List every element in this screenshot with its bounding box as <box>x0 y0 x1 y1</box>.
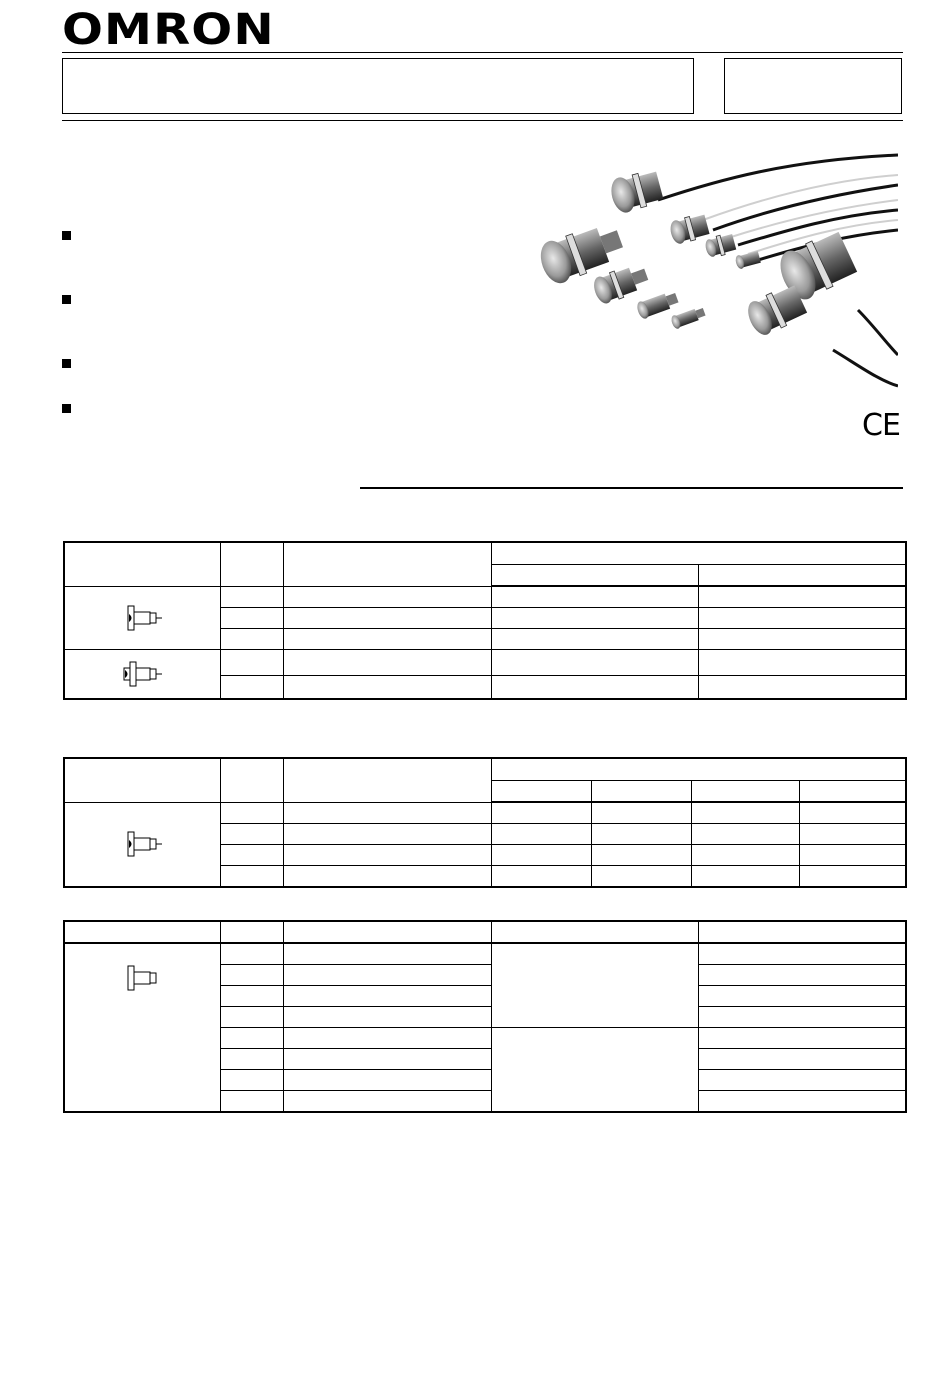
table-row <box>64 943 906 965</box>
table-2 <box>63 757 907 888</box>
table-cell <box>283 1091 491 1113</box>
feature-bullet-4 <box>62 404 71 413</box>
table-2-header-cell <box>220 758 283 802</box>
table-cell <box>698 943 906 965</box>
table-cell <box>491 586 698 608</box>
table-cell <box>283 629 491 650</box>
table-cell <box>698 986 906 1007</box>
table-cell <box>491 845 591 866</box>
table-cell <box>283 1007 491 1028</box>
table-cell <box>591 866 691 888</box>
table-1 <box>63 541 907 700</box>
table-1-header-cell <box>698 565 906 587</box>
table-cell <box>698 1007 906 1028</box>
table-3-header-cell <box>491 921 698 943</box>
table-cell <box>283 866 491 888</box>
table-1-shape-cell <box>64 650 220 700</box>
table-cell <box>698 1070 906 1091</box>
header-rule-bottom <box>62 120 903 121</box>
table-row <box>64 586 906 608</box>
table-cell <box>491 866 591 888</box>
section-rule <box>360 487 903 489</box>
table-cell <box>283 650 491 676</box>
table-2-header-cell <box>283 758 491 802</box>
table-row <box>64 650 906 676</box>
shielded-sensor-icon <box>120 604 164 632</box>
table-cell <box>698 650 906 676</box>
table-cell <box>799 824 906 845</box>
table-3-header-cell <box>220 921 283 943</box>
table-cell <box>698 1049 906 1070</box>
table-cell <box>220 845 283 866</box>
table-cell <box>220 676 283 700</box>
feature-bullet-1 <box>62 231 71 240</box>
feature-bullet-2 <box>62 295 71 304</box>
table-2-header-cell <box>491 781 591 803</box>
table-1-header-cell <box>220 542 283 586</box>
table-cell <box>283 608 491 629</box>
table-3-header-cell <box>64 921 220 943</box>
table-cell <box>283 965 491 986</box>
feature-bullet-3 <box>62 359 71 368</box>
table-cell <box>283 1028 491 1049</box>
table-1-shape-cell <box>64 586 220 650</box>
table-cell <box>698 586 906 608</box>
table-cell <box>799 845 906 866</box>
table-cell <box>691 824 799 845</box>
table-cell <box>491 676 698 700</box>
table-2-header-cell <box>591 781 691 803</box>
table-cell <box>220 608 283 629</box>
product-title-box <box>62 58 694 114</box>
table-cell <box>283 586 491 608</box>
table-2-header-cell <box>799 781 906 803</box>
table-cell <box>491 608 698 629</box>
sensor-connector-icon <box>120 964 164 992</box>
table-1-header-cell <box>64 542 220 586</box>
table-cell <box>283 676 491 700</box>
table-cell <box>220 824 283 845</box>
table-cell <box>491 1028 698 1113</box>
table-cell <box>220 1028 283 1049</box>
table-cell <box>283 802 491 824</box>
table-2-header-cell <box>691 781 799 803</box>
table-2-header-row-1 <box>64 758 906 781</box>
table-1-header-cell <box>491 565 698 587</box>
table-cell <box>220 943 283 965</box>
table-cell <box>591 845 691 866</box>
table-cell <box>799 802 906 824</box>
table-cell <box>698 629 906 650</box>
table-cell <box>691 845 799 866</box>
ce-mark: CE <box>862 408 900 443</box>
table-cell <box>691 866 799 888</box>
table-cell <box>220 965 283 986</box>
table-2-header-cell <box>64 758 220 802</box>
table-cell <box>491 824 591 845</box>
table-3-shape-cell <box>64 943 220 1112</box>
table-3-header-row <box>64 921 906 943</box>
omron-logo: OMRON <box>62 5 275 55</box>
table-cell <box>698 1028 906 1049</box>
table-cell <box>283 1070 491 1091</box>
table-cell <box>283 824 491 845</box>
table-1-header-row-1 <box>64 542 906 565</box>
table-3 <box>63 920 907 1113</box>
table-cell <box>283 1049 491 1070</box>
table-cell <box>691 802 799 824</box>
table-cell <box>799 866 906 888</box>
table-cell <box>698 676 906 700</box>
table-cell <box>491 943 698 1028</box>
shielded-sensor-icon <box>120 830 164 858</box>
table-cell <box>283 845 491 866</box>
table-cell <box>491 802 591 824</box>
sensor-illustration <box>528 150 898 390</box>
table-cell <box>283 943 491 965</box>
table-2-header-cell <box>491 758 906 781</box>
table-cell <box>220 586 283 608</box>
table-cell <box>591 824 691 845</box>
product-photo <box>528 150 898 390</box>
table-1-header-cell <box>283 542 491 586</box>
table-cell <box>220 650 283 676</box>
table-cell <box>283 986 491 1007</box>
table-cell <box>220 1007 283 1028</box>
header-rule-top <box>62 52 903 53</box>
table-cell <box>220 629 283 650</box>
table-3-header-cell <box>698 921 906 943</box>
table-cell <box>698 1091 906 1113</box>
table-cell <box>220 1070 283 1091</box>
table-3-header-cell <box>283 921 491 943</box>
table-row <box>64 802 906 824</box>
table-2-shape-cell <box>64 802 220 887</box>
table-cell <box>698 608 906 629</box>
table-cell <box>220 866 283 888</box>
table-cell <box>591 802 691 824</box>
table-cell <box>220 1091 283 1113</box>
table-cell <box>220 802 283 824</box>
table-cell <box>491 629 698 650</box>
table-cell <box>220 1049 283 1070</box>
table-cell <box>220 986 283 1007</box>
table-1-header-cell <box>491 542 906 565</box>
product-code-box <box>724 58 902 114</box>
table-cell <box>491 650 698 676</box>
unshielded-sensor-icon <box>120 660 164 688</box>
table-cell <box>698 965 906 986</box>
